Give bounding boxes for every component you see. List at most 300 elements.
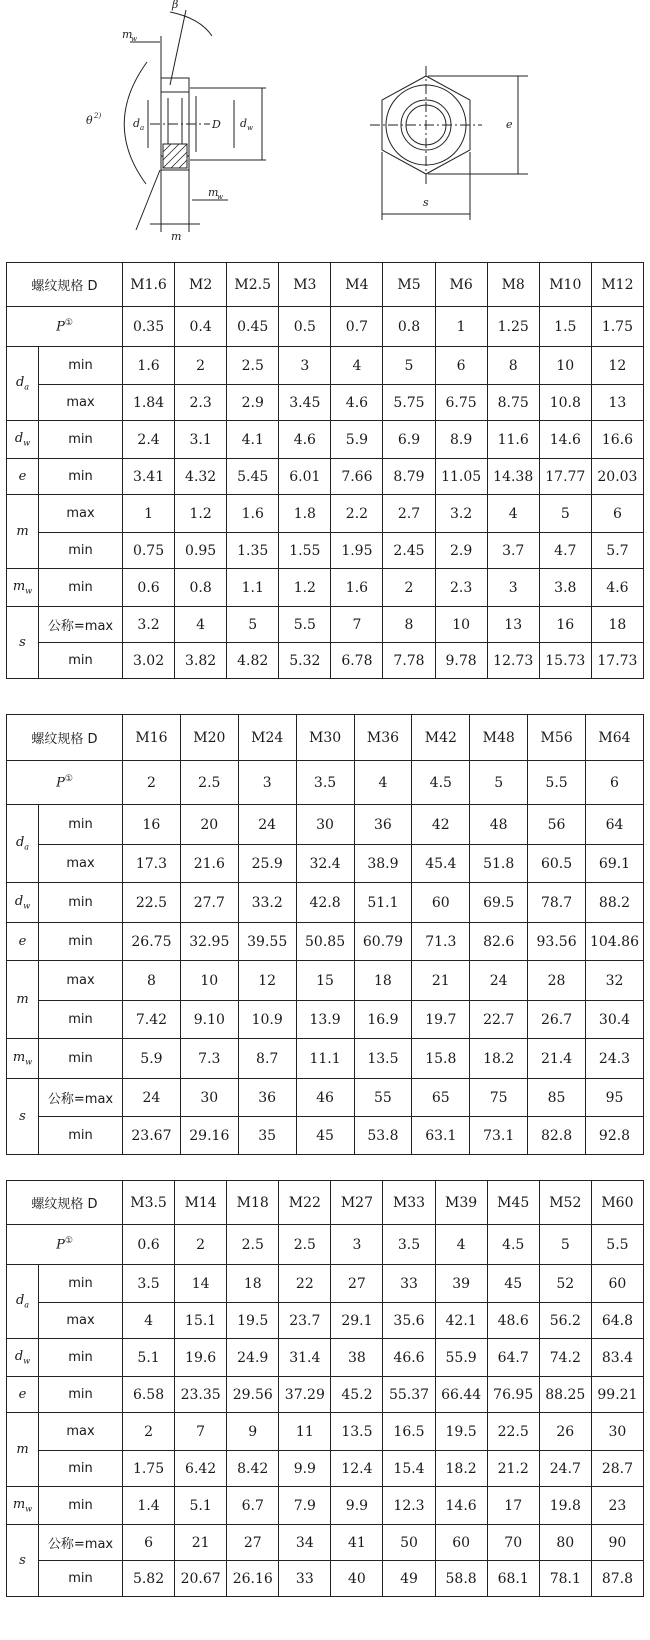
value-cell: 8 <box>383 607 435 643</box>
value-cell: 5.32 <box>279 643 331 679</box>
value-cell: 10 <box>435 607 487 643</box>
value-cell: 71.3 <box>412 923 470 961</box>
value-cell: 15 <box>296 961 354 1001</box>
min-label: min <box>39 1487 123 1525</box>
m-label: m <box>7 1413 39 1487</box>
value-cell: 4.32 <box>175 459 227 495</box>
value-cell: 3.2 <box>435 495 487 533</box>
table-row <box>7 385 644 421</box>
value-cell: 26.16 <box>227 1561 279 1597</box>
value-cell: 39 <box>435 1265 487 1303</box>
value-cell: 75 <box>470 1079 528 1117</box>
value-cell: 8.7 <box>238 1039 296 1079</box>
value-cell: 0.8 <box>175 569 227 607</box>
table-row <box>7 1451 644 1487</box>
value-cell: 5.9 <box>331 421 383 459</box>
size-header-cell: M4 <box>331 263 383 307</box>
value-cell: 5.82 <box>123 1561 175 1597</box>
max-label: max <box>39 1303 123 1339</box>
value-cell: 4.7 <box>539 533 591 569</box>
min-label: min <box>39 1377 123 1413</box>
value-cell: 4 <box>487 495 539 533</box>
value-cell: 0.8 <box>383 307 435 347</box>
value-cell: 4.5 <box>487 1225 539 1265</box>
value-cell: 11.05 <box>435 459 487 495</box>
value-cell: 5 <box>539 1225 591 1265</box>
value-cell: 51.8 <box>470 845 528 883</box>
value-cell: 29.56 <box>227 1377 279 1413</box>
nominal-max-label: 公称=max <box>39 1525 123 1561</box>
value-cell: 2.4 <box>123 421 175 459</box>
value-cell: 9.9 <box>331 1487 383 1525</box>
value-cell: 1.4 <box>123 1487 175 1525</box>
value-cell: 7.9 <box>279 1487 331 1525</box>
value-cell: 36 <box>238 1079 296 1117</box>
min-label: min <box>39 1561 123 1597</box>
value-cell: 3 <box>279 347 331 385</box>
size-header-cell: M36 <box>354 715 412 761</box>
value-cell: 17 <box>487 1487 539 1525</box>
table-row <box>7 1265 644 1303</box>
table-row <box>7 307 644 347</box>
size-header-cell: M16 <box>123 715 181 761</box>
label-mw-bottom-sub: w <box>217 193 223 201</box>
value-cell: 1.2 <box>279 569 331 607</box>
table-row <box>7 1561 644 1597</box>
value-cell: 8.75 <box>487 385 539 421</box>
value-cell: 3 <box>487 569 539 607</box>
value-cell: 38.9 <box>354 845 412 883</box>
dw-label: $d_w$ <box>7 883 39 923</box>
size-header-cell: M18 <box>227 1181 279 1225</box>
size-header-cell: M2 <box>175 263 227 307</box>
table-row <box>7 1487 644 1525</box>
value-cell: 82.6 <box>470 923 528 961</box>
value-cell: 2.3 <box>175 385 227 421</box>
value-cell: 2.2 <box>331 495 383 533</box>
value-cell: 0.4 <box>175 307 227 347</box>
value-cell: 24.3 <box>586 1039 644 1079</box>
label-dw-sub: w <box>247 124 253 132</box>
size-header-cell: M3 <box>279 263 331 307</box>
value-cell: 58.8 <box>435 1561 487 1597</box>
value-cell: 19.8 <box>539 1487 591 1525</box>
size-header-cell: M8 <box>487 263 539 307</box>
value-cell: 66.44 <box>435 1377 487 1413</box>
value-cell: 10 <box>539 347 591 385</box>
value-cell: 16 <box>539 607 591 643</box>
value-cell: 88.2 <box>586 883 644 923</box>
value-cell: 24.7 <box>539 1451 591 1487</box>
value-cell: 2.5 <box>279 1225 331 1265</box>
size-header-cell: M45 <box>487 1181 539 1225</box>
min-label: min <box>39 805 123 845</box>
value-cell: 65 <box>412 1079 470 1117</box>
size-header-cell: M1.6 <box>123 263 175 307</box>
value-cell: 24 <box>470 961 528 1001</box>
value-cell: 17.3 <box>123 845 181 883</box>
value-cell: 27 <box>331 1265 383 1303</box>
value-cell: 46 <box>296 1079 354 1117</box>
table-row <box>7 421 644 459</box>
value-cell: 6.78 <box>331 643 383 679</box>
table-row <box>7 1303 644 1339</box>
table-row <box>7 1225 644 1265</box>
value-cell: 1.75 <box>123 1451 175 1487</box>
value-cell: 3.41 <box>123 459 175 495</box>
table-row <box>7 263 644 307</box>
table-row <box>7 607 644 643</box>
value-cell: 7.42 <box>123 1001 181 1039</box>
size-header-cell: M3.5 <box>123 1181 175 1225</box>
value-cell: 55.37 <box>383 1377 435 1413</box>
value-cell: 60 <box>412 883 470 923</box>
value-cell: 15.73 <box>539 643 591 679</box>
value-cell: 22.7 <box>470 1001 528 1039</box>
value-cell: 5 <box>227 607 279 643</box>
table-row <box>7 1413 644 1451</box>
value-cell: 15.4 <box>383 1451 435 1487</box>
size-header-cell: M12 <box>591 263 643 307</box>
size-header-cell: M39 <box>435 1181 487 1225</box>
max-label: max <box>39 961 123 1001</box>
value-cell: 5.75 <box>383 385 435 421</box>
table-row <box>7 495 644 533</box>
value-cell: 74.2 <box>539 1339 591 1377</box>
value-cell: 4 <box>331 347 383 385</box>
value-cell: 20.67 <box>175 1561 227 1597</box>
table-row <box>7 1181 644 1225</box>
size-header-cell: M27 <box>331 1181 383 1225</box>
value-cell: 1.6 <box>227 495 279 533</box>
value-cell: 23 <box>591 1487 643 1525</box>
value-cell: 16.5 <box>383 1413 435 1451</box>
max-label: max <box>39 495 123 533</box>
dimension-table-1 <box>6 262 644 679</box>
label-theta: θ <box>86 114 93 127</box>
value-cell: 1.84 <box>123 385 175 421</box>
value-cell: 17.73 <box>591 643 643 679</box>
label-e: e <box>506 118 513 131</box>
value-cell: 14.6 <box>539 421 591 459</box>
mw-label: $m_w$ <box>7 1487 39 1525</box>
value-cell: 12.3 <box>383 1487 435 1525</box>
value-cell: 45.4 <box>412 845 470 883</box>
value-cell: 1.2 <box>175 495 227 533</box>
value-cell: 16.9 <box>354 1001 412 1039</box>
value-cell: 39.55 <box>238 923 296 961</box>
value-cell: 60.79 <box>354 923 412 961</box>
value-cell: 50 <box>383 1525 435 1561</box>
value-cell: 23.7 <box>279 1303 331 1339</box>
value-cell: 19.7 <box>412 1001 470 1039</box>
value-cell: 5.1 <box>175 1487 227 1525</box>
value-cell: 42.8 <box>296 883 354 923</box>
min-label: min <box>39 1265 123 1303</box>
value-cell: 6.7 <box>227 1487 279 1525</box>
dw-label: $d_w$ <box>7 1339 39 1377</box>
value-cell: 18 <box>227 1265 279 1303</box>
value-cell: 19.6 <box>175 1339 227 1377</box>
value-cell: 19.5 <box>227 1303 279 1339</box>
min-label: min <box>39 1001 123 1039</box>
value-cell: 3.82 <box>175 643 227 679</box>
value-cell: 6 <box>123 1525 175 1561</box>
min-label: min <box>39 569 123 607</box>
table-row <box>7 1117 644 1155</box>
value-cell: 30 <box>591 1413 643 1451</box>
value-cell: 25.9 <box>238 845 296 883</box>
min-label: min <box>39 923 123 961</box>
value-cell: 92.8 <box>586 1117 644 1155</box>
value-cell: 8.9 <box>435 421 487 459</box>
value-cell: 2.7 <box>383 495 435 533</box>
value-cell: 1.55 <box>279 533 331 569</box>
value-cell: 10 <box>180 961 238 1001</box>
value-cell: 26.75 <box>123 923 181 961</box>
s-label: s <box>7 607 39 679</box>
mw-label: $m_w$ <box>7 1039 39 1079</box>
label-D: D <box>212 118 221 131</box>
value-cell: 52 <box>539 1265 591 1303</box>
size-header-cell: M48 <box>470 715 528 761</box>
size-header-cell: M56 <box>528 715 586 761</box>
value-cell: 1.25 <box>487 307 539 347</box>
value-cell: 10.8 <box>539 385 591 421</box>
size-header-cell: M64 <box>586 715 644 761</box>
value-cell: 2 <box>383 569 435 607</box>
size-header-cell: M6 <box>435 263 487 307</box>
max-label: max <box>39 385 123 421</box>
value-cell: 19.5 <box>435 1413 487 1451</box>
min-label: min <box>39 459 123 495</box>
value-cell: 20 <box>180 805 238 845</box>
size-header-cell: M20 <box>180 715 238 761</box>
value-cell: 2.45 <box>383 533 435 569</box>
value-cell: 4.82 <box>227 643 279 679</box>
min-label: min <box>39 883 123 923</box>
value-cell: 5 <box>383 347 435 385</box>
table-row <box>7 961 644 1001</box>
value-cell: 4.6 <box>331 385 383 421</box>
value-cell: 99.21 <box>591 1377 643 1413</box>
value-cell: 28.7 <box>591 1451 643 1487</box>
value-cell: 24 <box>123 1079 181 1117</box>
min-label: min <box>39 1117 123 1155</box>
mw-label: $m_w$ <box>7 569 39 607</box>
value-cell: 15.1 <box>175 1303 227 1339</box>
spec-header: 螺纹规格 D <box>7 1181 123 1225</box>
value-cell: 11.6 <box>487 421 539 459</box>
value-cell: 33 <box>383 1265 435 1303</box>
value-cell: 20.03 <box>591 459 643 495</box>
value-cell: 69.1 <box>586 845 644 883</box>
value-cell: 9.78 <box>435 643 487 679</box>
value-cell: 1.75 <box>591 307 643 347</box>
value-cell: 4.6 <box>279 421 331 459</box>
value-cell: 1.1 <box>227 569 279 607</box>
value-cell: 1 <box>435 307 487 347</box>
size-header-cell: M24 <box>238 715 296 761</box>
table-row <box>7 459 644 495</box>
value-cell: 28 <box>528 961 586 1001</box>
value-cell: 1.6 <box>123 347 175 385</box>
value-cell: 48.6 <box>487 1303 539 1339</box>
value-cell: 5.5 <box>591 1225 643 1265</box>
value-cell: 21 <box>412 961 470 1001</box>
value-cell: 2.5 <box>227 347 279 385</box>
value-cell: 33 <box>279 1561 331 1597</box>
value-cell: 30 <box>296 805 354 845</box>
value-cell: 50.85 <box>296 923 354 961</box>
table-row <box>7 1039 644 1079</box>
value-cell: 2.9 <box>227 385 279 421</box>
value-cell: 13.5 <box>331 1413 383 1451</box>
table-row <box>7 715 644 761</box>
value-cell: 42.1 <box>435 1303 487 1339</box>
value-cell: 2.9 <box>435 533 487 569</box>
value-cell: 22 <box>279 1265 331 1303</box>
label-da-sub: a <box>140 124 145 132</box>
value-cell: 0.45 <box>227 307 279 347</box>
value-cell: 27.7 <box>180 883 238 923</box>
value-cell: 48 <box>470 805 528 845</box>
value-cell: 12.4 <box>331 1451 383 1487</box>
value-cell: 35 <box>238 1117 296 1155</box>
value-cell: 60 <box>591 1265 643 1303</box>
value-cell: 12 <box>238 961 296 1001</box>
value-cell: 32.95 <box>180 923 238 961</box>
value-cell: 36 <box>354 805 412 845</box>
value-cell: 46.6 <box>383 1339 435 1377</box>
value-cell: 9.10 <box>180 1001 238 1039</box>
min-label: min <box>39 347 123 385</box>
size-header-cell: M10 <box>539 263 591 307</box>
spec-header: 螺纹规格 D <box>7 263 123 307</box>
table-row <box>7 1377 644 1413</box>
value-cell: 8.79 <box>383 459 435 495</box>
value-cell: 30 <box>180 1079 238 1117</box>
value-cell: 31.4 <box>279 1339 331 1377</box>
min-label: min <box>39 421 123 459</box>
value-cell: 64.7 <box>487 1339 539 1377</box>
value-cell: 29.16 <box>180 1117 238 1155</box>
nut-technical-drawing <box>0 0 650 258</box>
size-header-cell: M22 <box>279 1181 331 1225</box>
value-cell: 104.86 <box>586 923 644 961</box>
value-cell: 1.5 <box>539 307 591 347</box>
value-cell: 13 <box>591 385 643 421</box>
value-cell: 93.56 <box>528 923 586 961</box>
value-cell: 53.8 <box>354 1117 412 1155</box>
value-cell: 18 <box>591 607 643 643</box>
value-cell: 49 <box>383 1561 435 1597</box>
value-cell: 26 <box>539 1413 591 1451</box>
value-cell: 51.1 <box>354 883 412 923</box>
value-cell: 9 <box>227 1413 279 1451</box>
table-row <box>7 569 644 607</box>
value-cell: 14 <box>175 1265 227 1303</box>
value-cell: 41 <box>331 1525 383 1561</box>
da-label: $d_a$ <box>7 347 39 421</box>
size-header-cell: M42 <box>412 715 470 761</box>
value-cell: 3.7 <box>487 533 539 569</box>
value-cell: 14.38 <box>487 459 539 495</box>
value-cell: 76.95 <box>487 1377 539 1413</box>
value-cell: 21.6 <box>180 845 238 883</box>
value-cell: 3 <box>331 1225 383 1265</box>
table-row <box>7 923 644 961</box>
value-cell: 63.1 <box>412 1117 470 1155</box>
value-cell: 73.1 <box>470 1117 528 1155</box>
value-cell: 21 <box>175 1525 227 1561</box>
value-cell: 88.25 <box>539 1377 591 1413</box>
value-cell: 0.75 <box>123 533 175 569</box>
value-cell: 78.1 <box>539 1561 591 1597</box>
value-cell: 3.1 <box>175 421 227 459</box>
value-cell: 85 <box>528 1079 586 1117</box>
value-cell: 2 <box>175 347 227 385</box>
value-cell: 6 <box>586 761 644 805</box>
value-cell: 3.5 <box>123 1265 175 1303</box>
label-m: m <box>171 230 182 243</box>
value-cell: 15.8 <box>412 1039 470 1079</box>
value-cell: 5 <box>470 761 528 805</box>
size-header-cell: M2.5 <box>227 263 279 307</box>
value-cell: 0.5 <box>279 307 331 347</box>
s-label: s <box>7 1525 39 1597</box>
value-cell: 22.5 <box>123 883 181 923</box>
table-row <box>7 1001 644 1039</box>
da-label: $d_a$ <box>7 805 39 883</box>
value-cell: 38 <box>331 1339 383 1377</box>
m-label: m <box>7 961 39 1039</box>
value-cell: 42 <box>412 805 470 845</box>
value-cell: 1.6 <box>331 569 383 607</box>
e-label: e <box>7 1377 39 1413</box>
value-cell: 6.42 <box>175 1451 227 1487</box>
value-cell: 24 <box>238 805 296 845</box>
value-cell: 3.02 <box>123 643 175 679</box>
label-s: s <box>423 196 429 209</box>
value-cell: 55 <box>354 1079 412 1117</box>
value-cell: 1.8 <box>279 495 331 533</box>
value-cell: 6.58 <box>123 1377 175 1413</box>
value-cell: 12.73 <box>487 643 539 679</box>
table-row <box>7 883 644 923</box>
value-cell: 18.2 <box>470 1039 528 1079</box>
pitch-label: P① <box>7 1225 123 1265</box>
value-cell: 56 <box>528 805 586 845</box>
value-cell: 30.4 <box>586 1001 644 1039</box>
pitch-label: P① <box>7 307 123 347</box>
table-row <box>7 1525 644 1561</box>
table-row <box>7 1079 644 1117</box>
value-cell: 3.45 <box>279 385 331 421</box>
value-cell: 0.6 <box>123 569 175 607</box>
value-cell: 95 <box>586 1079 644 1117</box>
value-cell: 13 <box>487 607 539 643</box>
value-cell: 23.35 <box>175 1377 227 1413</box>
spec-header: 螺纹规格 D <box>7 715 123 761</box>
value-cell: 11.1 <box>296 1039 354 1079</box>
value-cell: 5.5 <box>528 761 586 805</box>
table-row <box>7 643 644 679</box>
min-label: min <box>39 643 123 679</box>
label-dw: d <box>240 117 248 130</box>
value-cell: 64 <box>586 805 644 845</box>
m-label: m <box>7 495 39 569</box>
